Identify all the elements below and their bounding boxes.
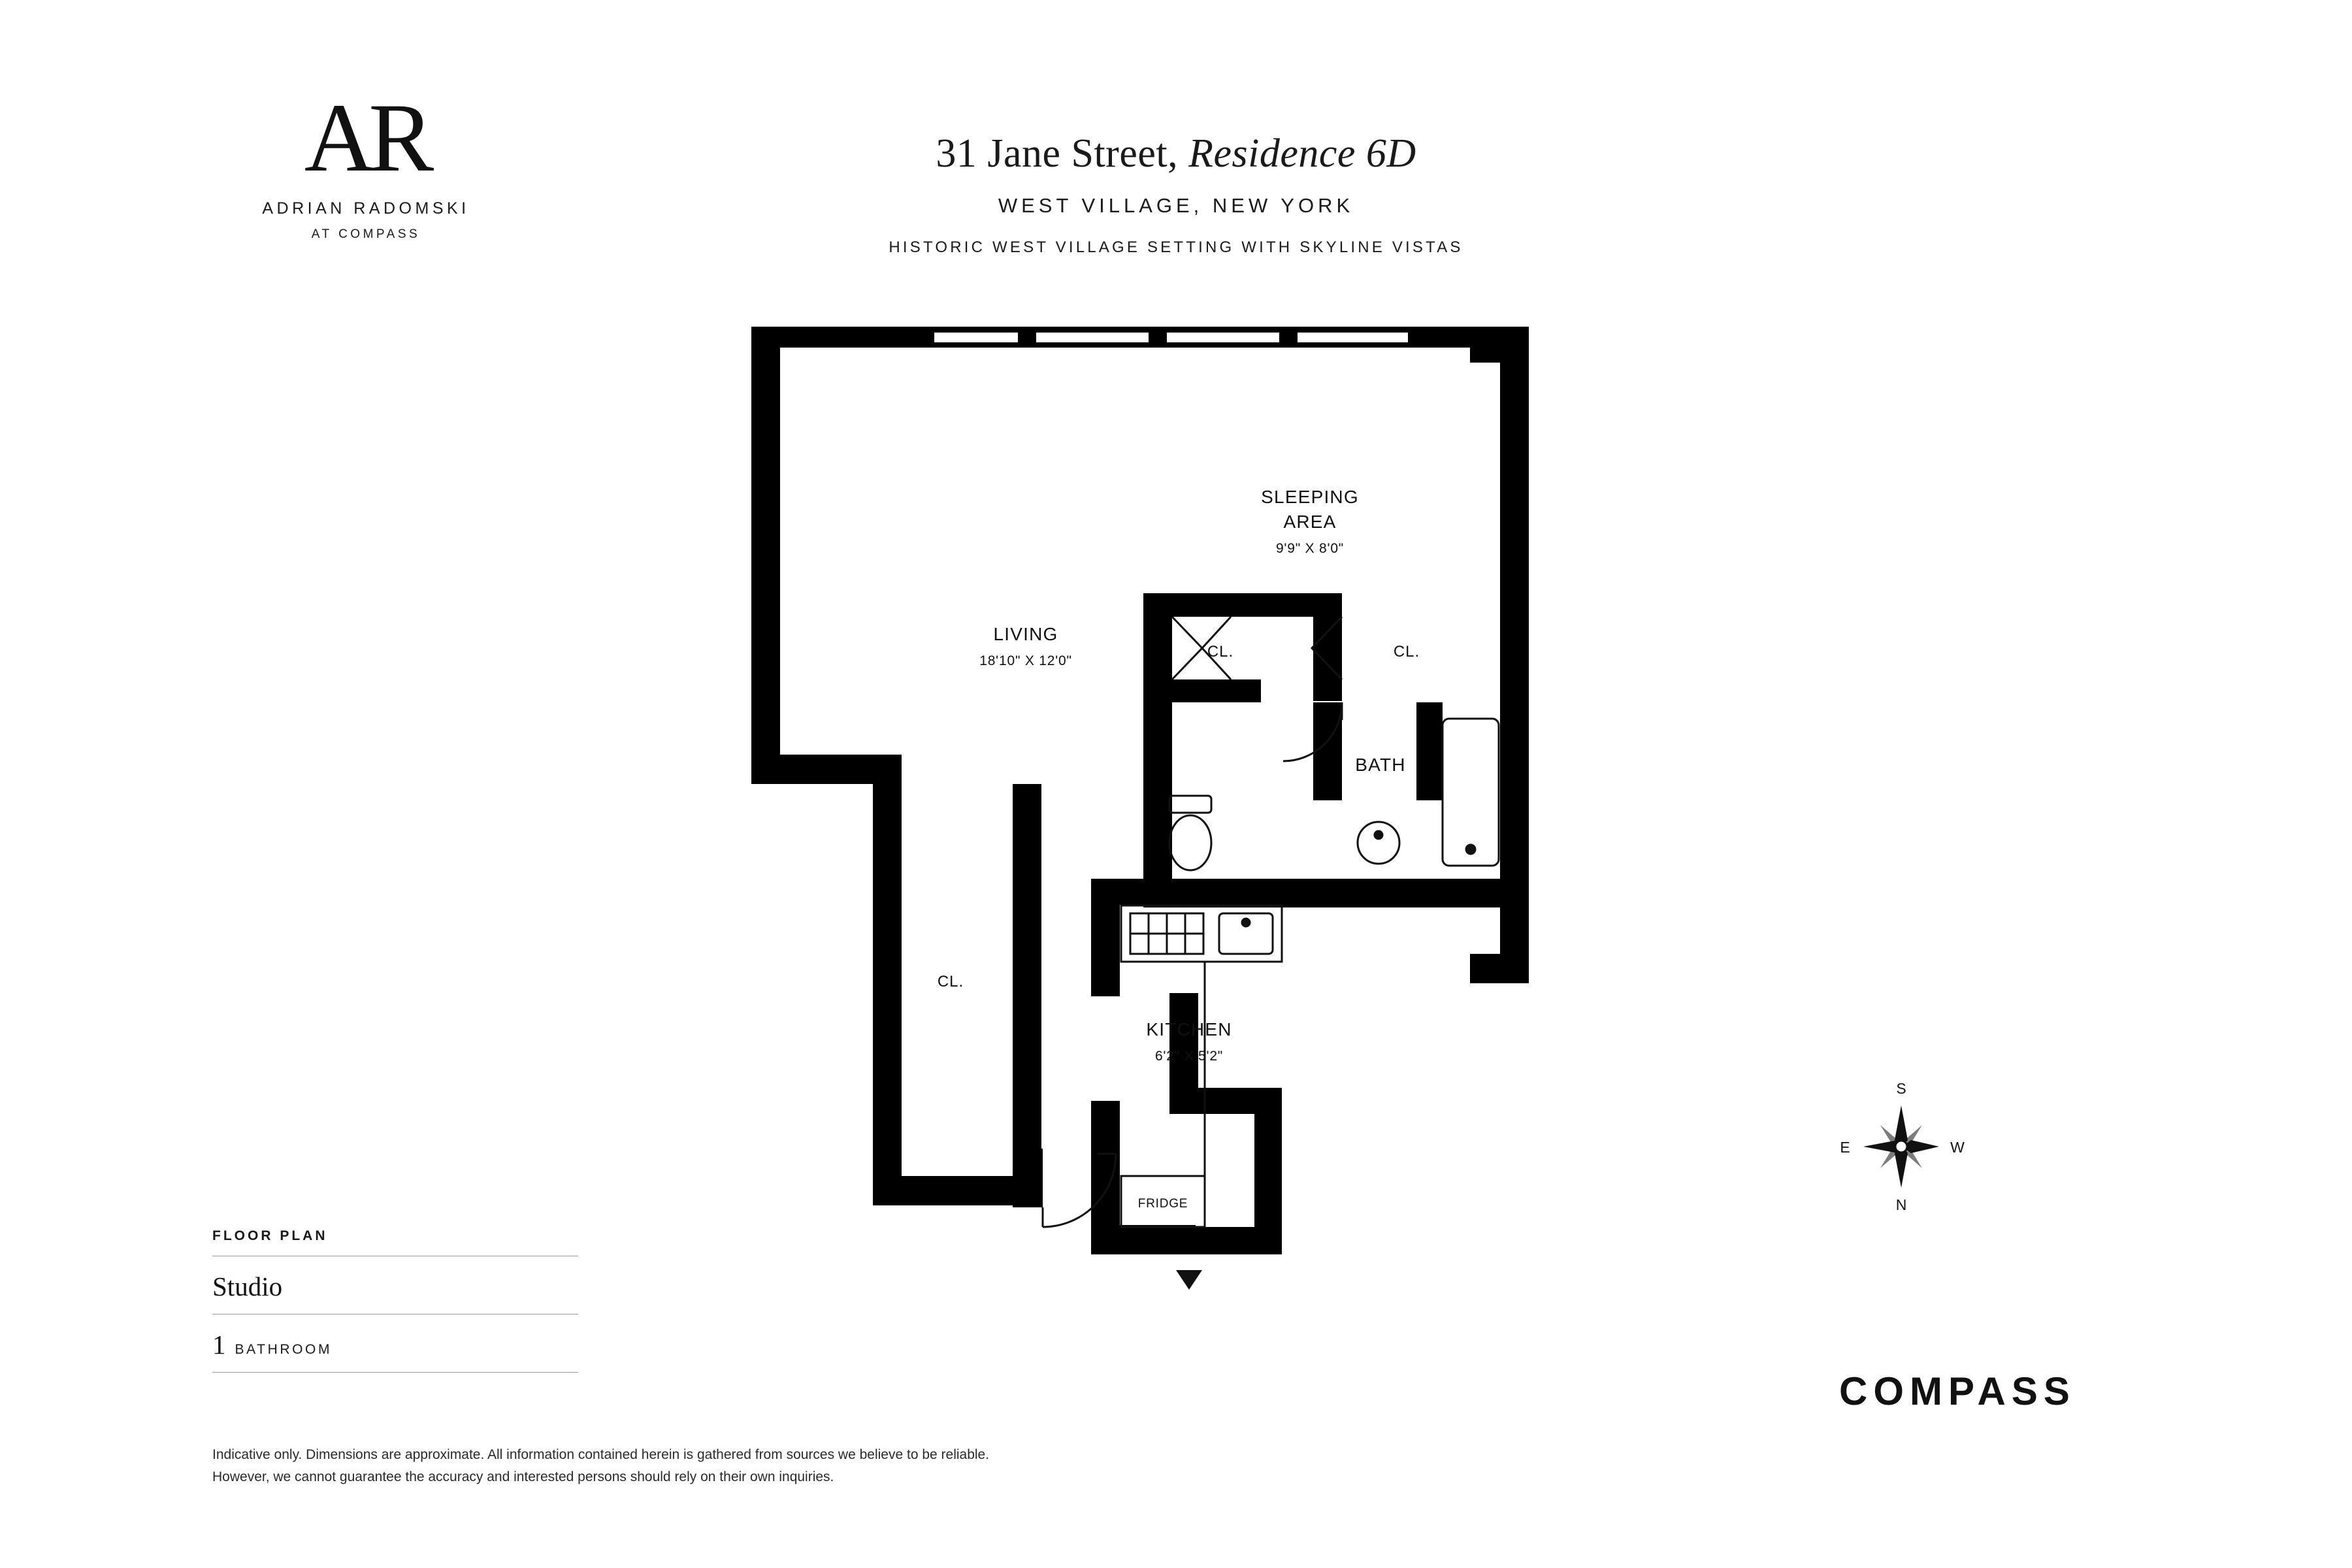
- plan-walls: [751, 327, 1529, 1254]
- compass-label-west: W: [1950, 1139, 1965, 1156]
- compass-rose: [1829, 1071, 1973, 1222]
- room-label-bath: BATH: [1355, 755, 1406, 775]
- compass-wordmark: COMPASS: [1839, 1369, 2076, 1413]
- room-label-closet-left: CL.: [1207, 643, 1234, 661]
- title-locality: WEST VILLAGE, NEW YORK: [998, 194, 1354, 217]
- compass-label-north: N: [1895, 1196, 1907, 1213]
- disclaimer-text: Indicative only. Dimensions are approximate. All information contained herein is gathered from sources we believe to be reliable. However, we cannot guarantee the accuracy and interested persons should rely on their own inquiries.: [212, 1447, 990, 1485]
- title-block: [588, 131, 1764, 257]
- room-label-sleeping-1: SLEEPING: [1261, 487, 1359, 507]
- plan-fixtures: [1121, 719, 1499, 1227]
- title-address: 31 Jane Street,: [936, 131, 1179, 176]
- legend-divider-bottom: [212, 1372, 578, 1373]
- compass-star-icon: [1863, 1105, 1939, 1188]
- title-residence: Residence 6D: [1188, 131, 1416, 176]
- brand-block: [216, 84, 516, 242]
- legend-row-type: [212, 1256, 578, 1314]
- legend-kicker: FLOOR PLAN: [212, 1228, 328, 1243]
- bath-sink-icon: [1358, 822, 1399, 864]
- plan-door-swings: [1043, 617, 1342, 1227]
- brand-name: ADRIAN RADOMSKI: [262, 199, 470, 218]
- room-label-kitchen: KITCHEN: [1146, 1019, 1232, 1039]
- page-title: [588, 131, 1764, 177]
- bathtub-icon: [1443, 719, 1499, 866]
- room-label-closet-right: CL.: [1393, 643, 1420, 661]
- brand-subtitle: AT COMPASS: [311, 227, 421, 241]
- floor-plan-legend: [212, 1228, 578, 1373]
- floor-plan-drawing: [751, 327, 1620, 1437]
- room-label-sleeping-2: AREA: [1283, 512, 1337, 532]
- compass-label-east: E: [1840, 1139, 1850, 1156]
- legend-unit-type: Studio: [212, 1271, 283, 1301]
- room-dim-kitchen: 6'2" X 5'2": [1154, 1049, 1224, 1064]
- room-label-living: LIVING: [993, 624, 1058, 644]
- compass-label-south: S: [1896, 1080, 1906, 1097]
- title-tagline: HISTORIC WEST VILLAGE SETTING WITH SKYLINE VISTAS: [889, 238, 1463, 256]
- room-dim-sleeping: 9'9" X 8'0": [1275, 541, 1345, 556]
- room-label-fridge: FRIDGE: [1137, 1197, 1188, 1211]
- brand-monogram: AR: [304, 84, 428, 192]
- entry-arrow-icon: [1176, 1270, 1202, 1290]
- legend-row-bath: [212, 1315, 578, 1372]
- legend-bath-count: 1: [212, 1330, 226, 1360]
- room-label-closet-entry: CL.: [937, 973, 964, 990]
- toilet-icon: [1169, 815, 1211, 870]
- legend-bath-label: BATHROOM: [235, 1342, 333, 1357]
- room-dim-living: 18'10" X 12'0": [979, 653, 1072, 668]
